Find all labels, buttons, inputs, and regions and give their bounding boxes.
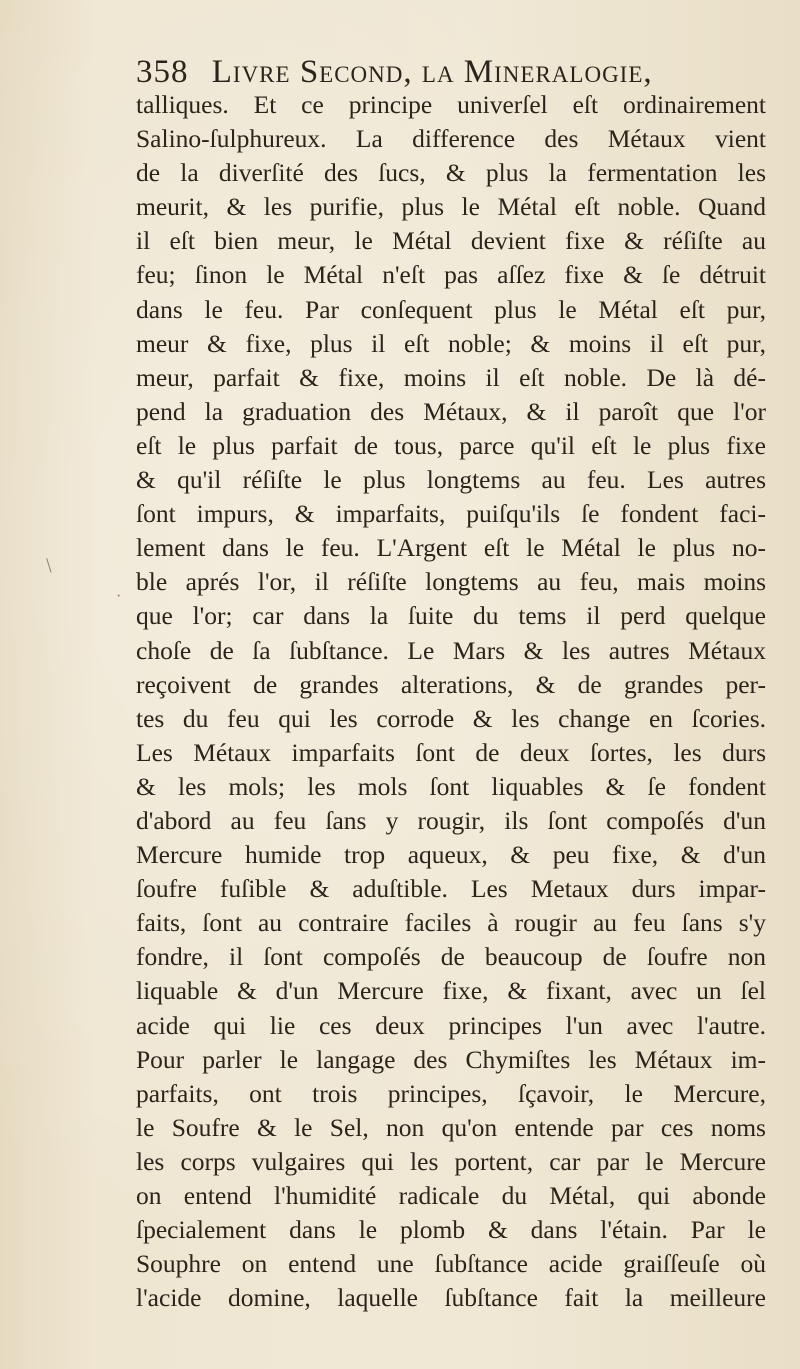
text-line: meur, parfait & fixe, moins il eſt noble. De là dé-: [136, 362, 766, 392]
text-line: on entend l'humidité radicale du Métal, qui abonde: [136, 1181, 766, 1210]
text-line: parfaits, ont trois principes, ſçavoir, le Mercure,: [136, 1078, 766, 1108]
margin-stroke-mark: ﹨: [38, 551, 61, 576]
running-title: Livre Second, la Mineralogie,: [211, 54, 653, 90]
text-line: lement dans le feu. L'Argent eſt le Métal le plus no-: [136, 533, 766, 563]
text-line: choſe de ſa ſubſtance. Le Mars & les autres Métaux: [136, 635, 766, 665]
text-line: & qu'il réſiſte le plus longtems au feu. Les autres: [136, 465, 766, 495]
text-line: l'acide domine, laquelle ſubſtance fait la meilleure: [136, 1283, 766, 1313]
margin-dot-mark: ·: [116, 588, 122, 605]
text-line: il eſt bien meur, le Métal devient fixe & réſiſte au: [136, 226, 766, 256]
body-text: [136, 88, 766, 1315]
text-line: faits, ſont au contraire faciles à rougir au feu ſans s'y: [136, 908, 766, 938]
text-line: ſoufre fuſible & aduſtible. Les Metaux durs impar-: [136, 874, 766, 904]
text-line: les corps vulgaires qui les portent, car par le Mercure: [136, 1146, 766, 1176]
text-line: ſpecialement dans le plomb & dans l'étain. Par le: [136, 1215, 766, 1245]
text-line: feu; ſinon le Métal n'eſt pas aſſez fixe & ſe détruit: [136, 260, 766, 290]
text-line: Mercure humide trop aqueux, & peu fixe, & d'un: [136, 840, 766, 870]
text-line: Salino-ſulphureux. La difference des Métaux vient: [136, 124, 766, 154]
text-line: liquable & d'un Mercure fixe, & fixant, avec un ſel: [136, 976, 766, 1006]
text-line: ble aprés l'or, il réſiſte longtems au feu, mais moins: [136, 567, 766, 597]
text-line: Souphre on entend une ſubſtance acide graiſſeuſe où: [136, 1249, 766, 1279]
text-line: le Soufre & le Sel, non qu'on entende par ces noms: [136, 1112, 766, 1142]
text-line: ſont impurs, & imparfaits, puiſqu'ils ſe fondent faci-: [136, 499, 766, 529]
text-line: pend la graduation des Métaux, & il paroît que l'or: [136, 396, 766, 426]
text-line: Pour parler le langage des Chymiſtes les Métaux im-: [136, 1044, 766, 1074]
text-line: & les mols; les mols ſont liquables & ſe fondent: [136, 771, 766, 801]
text-line: fondre, il ſont compoſés de beaucoup de ſoufre non: [136, 942, 766, 972]
text-line: meurit, & les purifie, plus le Métal eſt noble. Quand: [136, 192, 766, 222]
page-number: 358: [136, 54, 189, 90]
text-line: Les Métaux imparfaits ſont de deux ſortes, les durs: [136, 737, 766, 767]
text-line: d'abord au feu ſans y rougir, ils ſont compoſés d'un: [136, 805, 766, 835]
text-line: talliques. Et ce principe univerſel eſt ordinairement: [136, 90, 766, 119]
text-line: dans le feu. Par conſequent plus le Métal eſt pur,: [136, 294, 766, 324]
text-line: de la diverſité des ſucs, & plus la fermentation les: [136, 158, 766, 188]
text-line: tes du feu qui les corrode & les change en ſcories.: [136, 703, 766, 733]
text-line: eſt le plus parfait de tous, parce qu'il eſt le plus fixe: [136, 430, 766, 460]
text-line: que l'or; car dans la ſuite du tems il perd quelque: [136, 601, 766, 631]
text-line: acide qui lie ces deux principes l'un avec l'autre.: [136, 1010, 766, 1040]
text-line: reçoivent de grandes alterations, & de grandes per-: [136, 669, 766, 699]
text-line: meur & fixe, plus il eſt noble; & moins il eſt pur,: [136, 328, 766, 358]
